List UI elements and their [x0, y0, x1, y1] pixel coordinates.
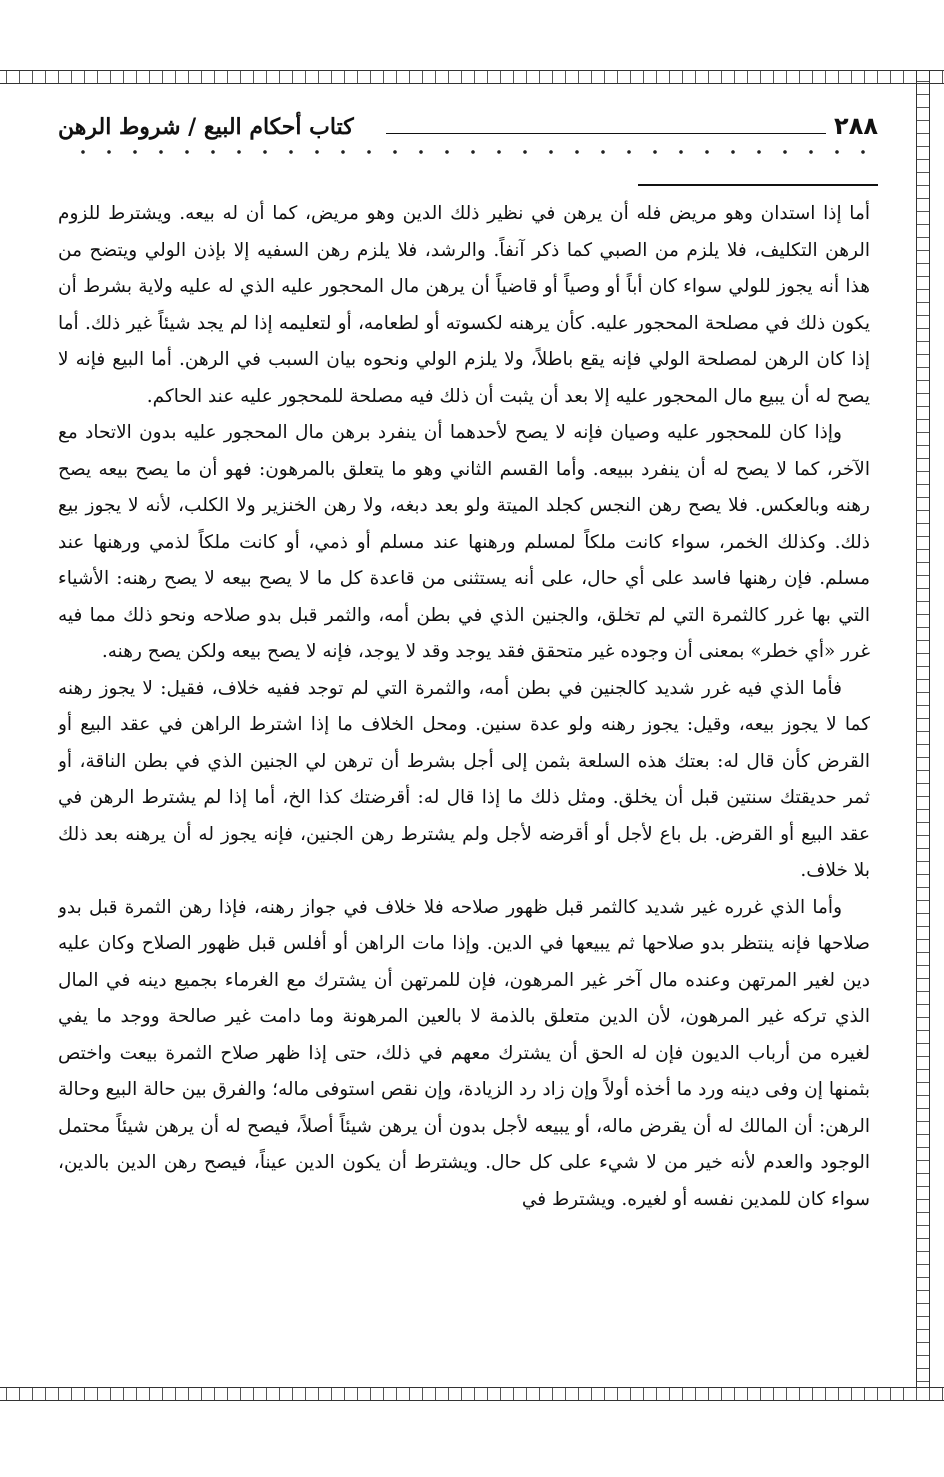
- decorative-border-bottom: [0, 1387, 944, 1401]
- decorative-border-right: [916, 70, 930, 1401]
- decorative-border-top: [0, 70, 944, 84]
- dotted-separator: [70, 148, 880, 156]
- paragraph: أما إذا استدان وهو مريض فله أن يرهن في نظير ذلك الدين وهو مريض، كما أن له بيعه. ويشترط للزوم الرهن التكليف، فلا يلزم من الصبي كما ذكر آنفاً. والرشد، فلا يلزم رهن السفيه إلا بإذن الولي ويتضح من هذا أنه يجوز للولي سواء كان أباً أو وصياً أو قاضياً أن يرهن مال المحجور عليه الذي له عليه ولاية بشرط أن يكون ذلك في مصلحة المحجور عليه. كأن يرهنه لكسوته أو لطعامه، أو لتعليمه إذا لم يجد شيئاً غير ذلك. أما إذا كان الرهن لمصلحة الولي فإنه يقع باطلاً، ولا يلزم الولي ونحوه بيان السبب في الرهن. أما البيع فإنه لا يصح له أن يبيع مال المحجور عليه إلا بعد أن يثبت أن ذلك فيه مصلحة للمحجور عليه عند الحاكم.: [58, 203, 870, 407]
- body-text: [58, 196, 870, 1376]
- paragraph: وإذا كان للمحجور عليه وصيان فإنه لا يصح لأحدهما أن ينفرد برهن مال المحجور عليه بدون الاتحاد مع الآخر، كما لا يصح له أن ينفرد ببيعه. وأما القسم الثاني وهو ما يتعلق بالمرهون: فهو أن ما يصح بيعه يصح رهنه وبالعكس. فلا يصح رهن النجس كجلد الميتة ولو بعد دبغه، ولا رهن الخنزير ولا الكلب، لأنه لا يجوز بيع ذلك. وكذلك الخمر، سواء كانت ملكاً لمسلم ورهنها عند مسلم أو ذمي، أو كانت ملكاً لذمي ورهنها عند مسلم. فإن رهنها فاسد على أي حال، على أنه يستثنى من قاعدة كل ما لا يصح بيعه لا يصح رهنه: الأشياء التي بها غرر كالثمرة التي لم تخلق، والجنين الذي في بطن أمه، والثمر قبل بدو صلاحه ونحو ذلك مما فيه غرر «أي خطر» بمعنى أن وجوده غير متحقق فقد يوجد وقد لا يوجد، فإنه لا يصح بيعه ولكن يصح رهنه.: [58, 422, 870, 662]
- running-title: كتاب أحكام البيع / شروط الرهن: [58, 114, 354, 140]
- paragraph: وأما الذي غرره غير شديد كالثمر قبل ظهور صلاحه فلا خلاف في جواز رهنه، فإذا رهن الثمرة قبل بدو صلاحها فإنه ينتظر بدو صلاحها ثم يبيعها في الدين. وإذا مات الراهن أو أفلس قبل ظهور الصلاح وكان عليه دين لغير المرتهن وعنده مال آخر غير المرهون، فإن للمرتهن أن يشترك مع الغرماء بجميع دينه في المال الذي تركه غير المرهون، لأن الدين متعلق بالذمة لا بالعين المرهونة وما دامت غير صالحة ووجد ما يفي لغيره من أرباب الديون فإن له الحق أن يشترك معهم في ذلك، حتى إذا ظهر صلاح الثمرة بيعت واختص بثمنها إن وفى دينه ورد ما أخذه أولاً وإن زاد رد الزيادة، وإن نقص استوفى ماله؛ والفرق بين حالة البيع وحالة الرهن: أن المالك له أن يقرض ماله، أو يبيعه لأجل بدون أن يرهن شيئاً أصلاً، فيصح له أن يرهن شيئاً محتمل الوجود والعدم لأنه خير من لا شيء على كل حال. ويشترط أن يكون الدين عيناً، فيصح رهن الدين بالدين، سواء كان للمدين نفسه أو لغيره. ويشترط في: [58, 896, 870, 1210]
- section-rule: [638, 184, 878, 186]
- page-header: [58, 112, 878, 152]
- header-rule: [386, 133, 826, 134]
- paragraph: فأما الذي فيه غرر شديد كالجنين في بطن أمه، والثمرة التي لم توجد ففيه خلاف، فقيل: لا يجوز رهنه كما لا يجوز بيعه، وقيل: يجوز رهنه ولو عدة سنين. ومحل الخلاف ما إذا اشترط الراهن في عقد البيع أو القرض كأن قال له: بعتك هذه السلعة بثمن إلى أجل بشرط أن ترهن لي الجنين الذي في بطن الناقة، أو ثمر حديقتك سنتين قبل أن يخلق. ومثل ذلك ما إذا قال له: أقرضتك كذا الخ، أما إذا لم يشترط الرهن في عقد البيع أو القرض. بل باع لأجل أو أقرضه لأجل ولم يشترط رهن الجنين، فإنه يجوز له أن يرهنه بعد ذلك بلا خلاف.: [58, 677, 870, 881]
- page-number: ٢٨٨: [834, 112, 878, 140]
